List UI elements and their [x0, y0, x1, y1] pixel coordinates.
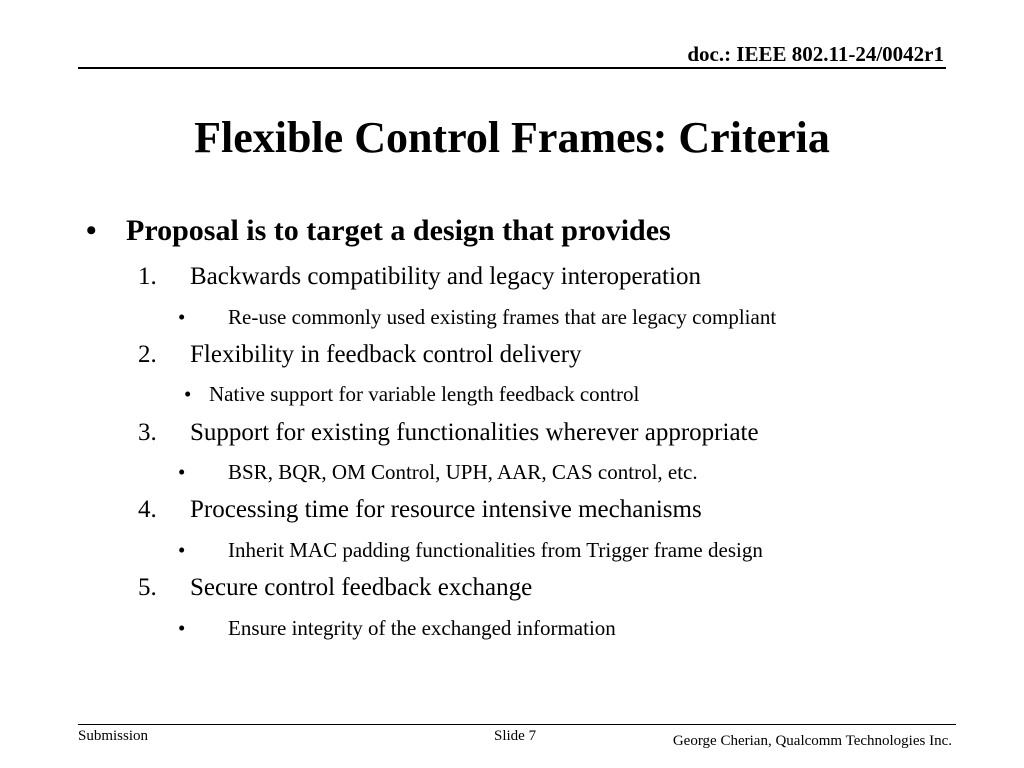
sub-bullet-text: BSR, BQR, OM Control, UPH, AAR, CAS control, etc.	[228, 460, 698, 484]
header-divider	[78, 67, 946, 69]
criterion-text: Support for existing functionalities wherever appropriate	[190, 419, 759, 446]
sub-bullet-marker: •	[178, 538, 186, 562]
criterion-text: Backwards compatibility and legacy interoperation	[190, 263, 701, 290]
sub-bullet-marker: •	[178, 460, 186, 484]
footer-divider	[78, 724, 956, 725]
sub-bullet-marker: •	[184, 382, 192, 406]
main-bullet-text: Proposal is to target a design that provides	[126, 214, 671, 247]
criterion-number: 2.	[138, 341, 157, 368]
criterion-text: Secure control feedback exchange	[190, 574, 533, 601]
criterion-text: Flexibility in feedback control delivery	[190, 341, 582, 368]
footer-author: George Cherian, Qualcomm Technologies Inc.	[672, 733, 952, 749]
sub-bullet-text: Inherit MAC padding functionalities from Trigger frame design	[228, 538, 763, 562]
sub-bullet-marker: •	[178, 616, 186, 640]
sub-bullet-text: Ensure integrity of the exchanged information	[228, 616, 616, 640]
criterion-number: 4.	[138, 496, 157, 523]
sub-bullet-text: Native support for variable length feedback control	[209, 382, 640, 406]
criterion-text: Processing time for resource intensive mechanisms	[190, 496, 702, 523]
footer-submission: Submission	[78, 728, 149, 744]
bullet-marker: •	[86, 214, 97, 247]
slide-title: Flexible Control Frames: Criteria	[194, 113, 830, 162]
slide-number: Slide 7	[494, 728, 537, 744]
sub-bullet-text: Re-use commonly used existing frames that are legacy compliant	[228, 305, 777, 329]
criterion-number: 3.	[138, 419, 157, 446]
document-id: doc.: IEEE 802.11-24/0042r1	[687, 42, 944, 66]
sub-bullet-marker: •	[178, 305, 186, 329]
criterion-number: 5.	[138, 574, 157, 601]
criterion-number: 1.	[138, 263, 157, 290]
